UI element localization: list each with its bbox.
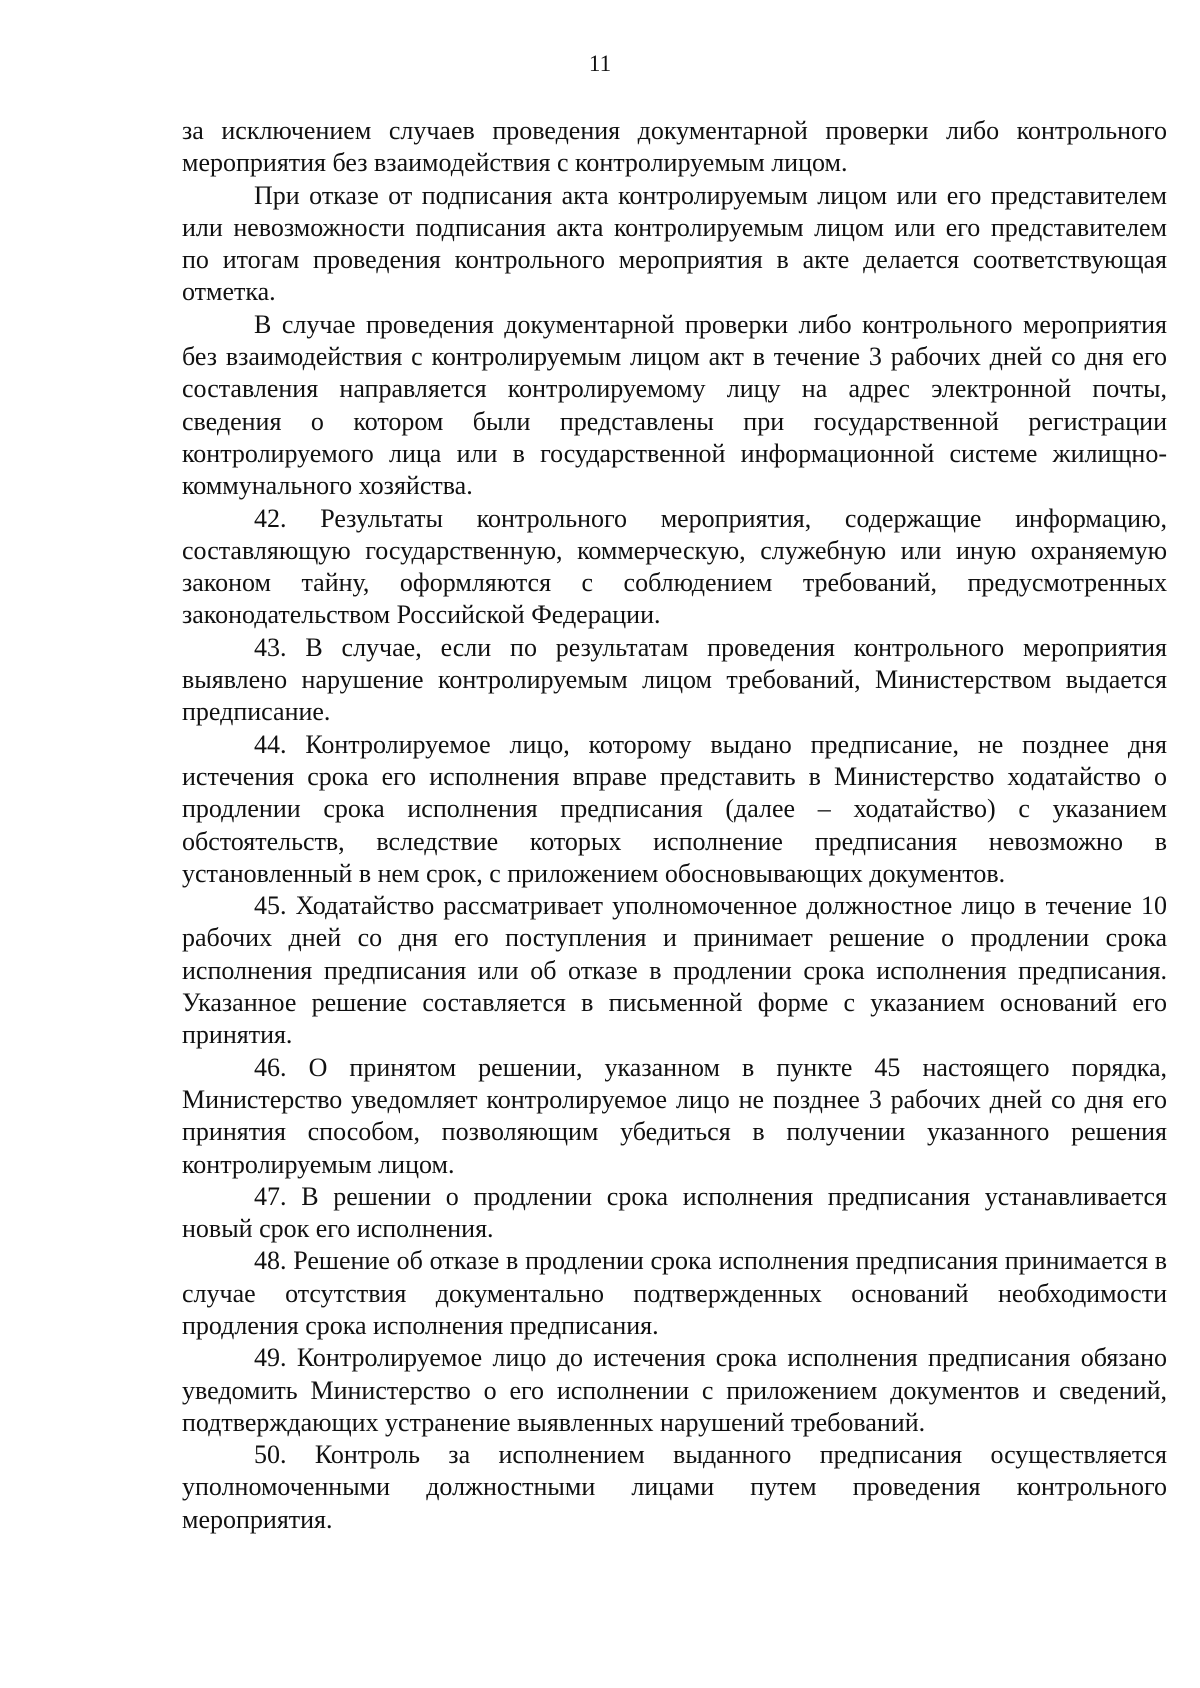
document-body [182,115,1167,1536]
page-number: 11 [588,51,612,76]
paragraph-item-49: 49. Контролируемое лицо до истечения срока исполнения предписания обязано уведомить Министерство о его исполнении с приложением документов и сведений, подтверждающих устранение выявленных нарушений требований. [182,1343,1167,1437]
paragraph-item-46: 46. О принятом решении, указанном в пункте 45 настоящего порядка, Министерство уведомляет контролируемое лицо не позднее 3 рабочих дней со дня его принятия способом, позволяющим убедиться в получении указанного решения контролируемым лицом. [182,1052,1167,1179]
paragraph-item-48: 48. Решение об отказе в продлении срока исполнения предписания принимается в случае отсутствия документально подтвержденных оснований необходимости продления срока исполнения предписания. [182,1246,1167,1340]
paragraph-item-44: 44. Контролируемое лицо, которому выдано предписание, не позднее дня истечения срока его исполнения вправе представить в Министерство ходатайство о продлении срока исполнения предписания (далее – ходатайство) с указанием обстоятельств, вследствие которых исполнение предписания невозможно в установленный в нем срок, с приложением обосновывающих документов. [182,729,1167,888]
paragraph-item-50: 50. Контроль за исполнением выданного предписания осуществляется уполномоченными должностными лицами путем проведения контрольного мероприятия. [182,1440,1167,1534]
paragraph-item-45: 45. Ходатайство рассматривает уполномоченное должностное лицо в течение 10 рабочих дней со дня его поступления и принимает решение о продлении срока исполнения предписания или об отказе в продлении срока исполнения предписания. Указанное решение составляется в письменной форме с указанием оснований его принятия. [182,891,1167,1050]
paragraph-refusal-to-sign: При отказе от подписания акта контролируемым лицом или его представителем или невозможности подписания акта контролируемым лицом или его представителем по итогам проведения контрольного мероприятия в акте делается соответствующая отметка. [182,180,1167,307]
paragraph-item-42: 42. Результаты контрольного мероприятия, содержащие информацию, составляющую государственную, коммерческую, служебную или иную охраняемую законом тайну, оформляются с соблюдением требований, предусмотренных законодательством Российской Федерации. [182,503,1167,630]
paragraph-item-43: 43. В случае, если по результатам проведения контрольного мероприятия выявлено нарушение контролируемым лицом требований, Министерством выдается предписание. [182,632,1167,727]
paragraph-continuation: за исключением случаев проведения документарной проверки либо контрольного мероприятия без взаимодействия с контролируемым лицом. [182,116,1167,178]
paragraph-act-delivery: В случае проведения документарной проверки либо контрольного мероприятия без взаимодействия с контролируемым лицом акт в течение 3 рабочих дней со дня его составления направляется контролируемому лицу на адрес электронной почты, сведения о котором были представлены при государственной регистрации контролируемого лица или в государственной информационной системе жилищно-коммунального хозяйства. [182,309,1167,501]
paragraph-item-47: 47. В решении о продлении срока исполнения предписания устанавливается новый срок его исполнения. [182,1181,1167,1244]
